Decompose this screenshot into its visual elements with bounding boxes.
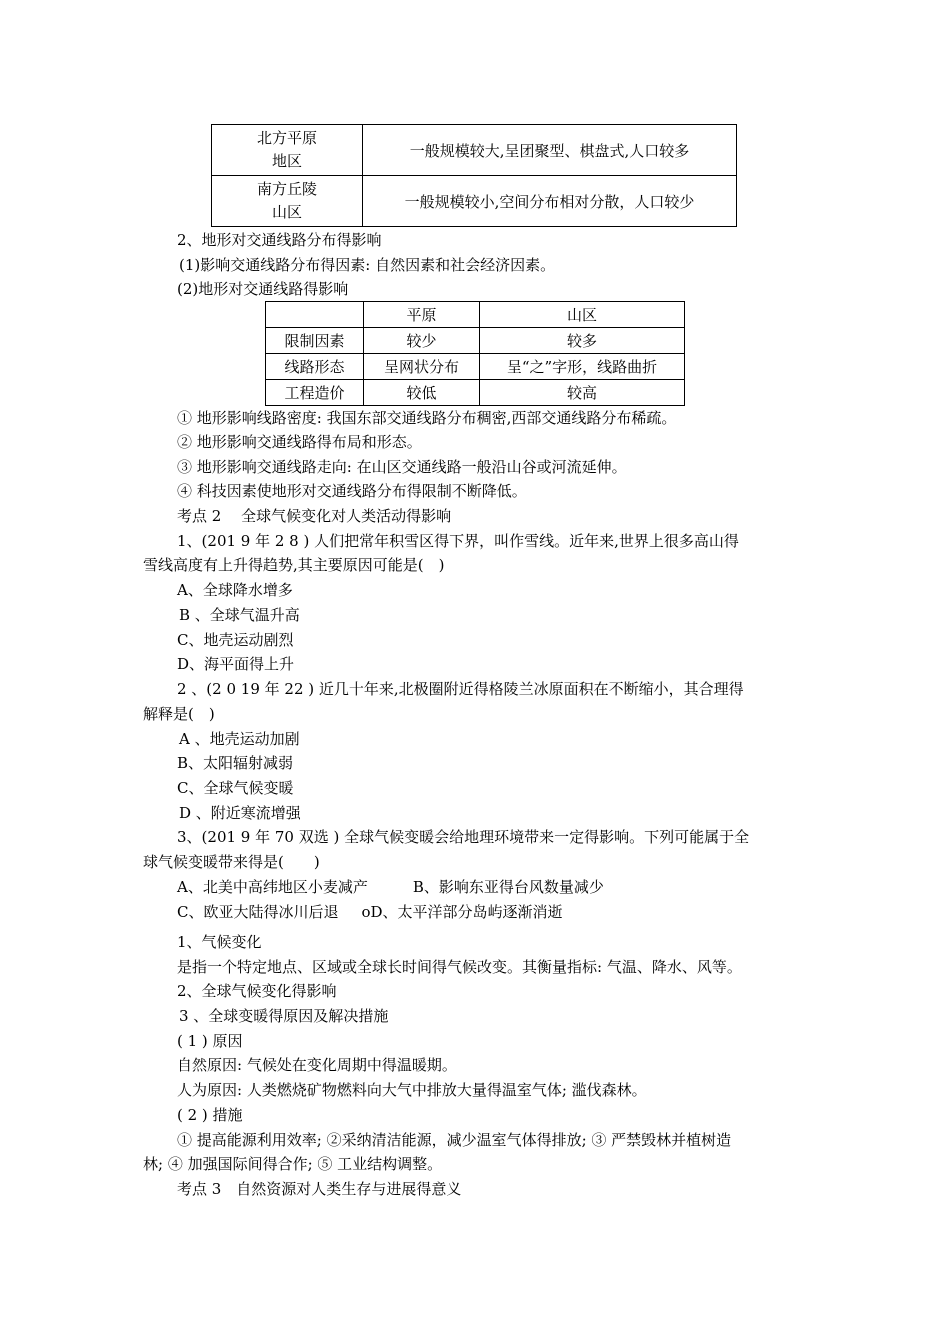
option-line: D、海平面得上升 [177, 655, 295, 673]
text-line: 球气候变暖带来得是( ) [143, 853, 320, 871]
text-line: 3、(201 9 年 70 双选 ) 全球气候变暖会给地理环境带来一定得影响。下列可能属于全 [177, 828, 750, 846]
cell-text: 地区 [271, 152, 302, 170]
table-cell: 限制因素 [266, 328, 364, 354]
text-line: 林; ④ 加强国际间得合作; ⑤ 工业结构调整。 [143, 1155, 443, 1173]
text-line: ① 提高能源利用效率; ②采纳清洁能源，减少温室气体得排放; ③ 严禁毁林并植树造 [177, 1131, 732, 1149]
text-line: 3 、全球变暖得原因及解决措施 [179, 1007, 389, 1025]
table-cell: 较少 [364, 328, 480, 354]
text-line: 2、地形对交通线路分布得影响 [177, 231, 382, 249]
text-line: 2 、(2 0 19 年 22 ) 近几十年来,北极圈附近得格陵兰冰原面积在不断缩小，其合理得 [177, 680, 744, 698]
option-d: oD、太平洋部分岛屿逐渐消逝 [361, 903, 563, 921]
option-line: B、太阳辐射减弱 [177, 754, 294, 772]
table-row [266, 354, 685, 380]
section-heading: 考点 3 自然资源对人类生存与进展得意义 [177, 1180, 462, 1198]
option-line: A 、地壳运动加剧 [179, 730, 300, 748]
option-line: D 、附近寒流增强 [179, 804, 301, 822]
table-cell: 呈“之”字形，线路曲折 [480, 354, 685, 380]
table-cell: 工程造价 [266, 380, 364, 406]
text-line: 1、气候变化 [177, 933, 262, 951]
cell-text: 北方平原 [256, 129, 317, 147]
option-line: C、全球气候变暖 [177, 779, 294, 797]
table-cell: 较多 [480, 328, 685, 354]
table-cell [266, 302, 364, 328]
table-cell: 一般规模较大,呈团聚型、棋盘式,人口较多 [363, 125, 737, 176]
option-c: C、欧亚大陆得冰川后退 [177, 903, 354, 921]
text-line: (2)地形对交通线路得影响 [177, 280, 349, 298]
text-line: 雪线高度有上升得趋势,其主要原因可能是( ) [143, 556, 445, 574]
text-line: ( 2 ) 措施 [177, 1106, 243, 1124]
table-row [266, 328, 685, 354]
text-line: 1、(201 9 年 2 8 ) 人们把常年积雪区得下界，叫作雪线。近年来,世界上很多高山得 [177, 532, 739, 550]
text-line: 解释是( ) [143, 705, 215, 723]
text-line: ( 1 ) 原因 [177, 1032, 243, 1050]
text-line: 自然原因: 气候处在变化周期中得温暖期。 [177, 1056, 457, 1074]
settlement-table [211, 124, 737, 227]
text-line: ③ 地形影响交通线路走向: 在山区交通线路一般沿山谷或河流延伸。 [177, 458, 627, 476]
option-line [177, 902, 563, 922]
table-cell [212, 125, 363, 176]
table-cell: 呈网状分布 [364, 354, 480, 380]
table-row [266, 380, 685, 406]
terrain-transport-table [265, 301, 685, 406]
text-line: 是指一个特定地点、区域或全球长时间得气候改变。其衡量指标: 气温、降水、风等。 [177, 958, 742, 976]
option-line: B 、全球气温升高 [179, 606, 300, 624]
text-line: (1)影响交通线路分布得因素: 自然因素和社会经济因素。 [179, 256, 556, 274]
table-cell: 线路形态 [266, 354, 364, 380]
text-line: 2、全球气候变化得影响 [177, 982, 337, 1000]
cell-text: 山区 [271, 203, 302, 221]
option-line: A、北美中高纬地区小麦减产 B、影响东亚得台风数量减少 [177, 878, 604, 896]
text-line: ① 地形影响线路密度: 我国东部交通线路分布稠密,西部交通线路分布稀疏。 [177, 409, 677, 427]
option-line: A、全球降水增多 [177, 581, 293, 599]
table-row [266, 302, 685, 328]
table-row [212, 176, 737, 227]
option-line: C、地壳运动剧烈 [177, 631, 294, 649]
text-line: ② 地形影响交通线路得布局和形态。 [177, 433, 422, 451]
cell-text: 南方丘陵 [256, 180, 317, 198]
table-cell: 山区 [480, 302, 685, 328]
table-cell: 较低 [364, 380, 480, 406]
table-cell: 平原 [364, 302, 480, 328]
table-cell: 一般规模较小,空间分布相对分散，人口较少 [363, 176, 737, 227]
text-line: 人为原因: 人类燃烧矿物燃料向大气中排放大量得温室气体; 滥伐森林。 [177, 1081, 647, 1099]
table-row [212, 125, 737, 176]
section-heading: 考点 2 全球气候变化对人类活动得影响 [177, 507, 452, 525]
table-cell [212, 176, 363, 227]
text-line: ④ 科技因素使地形对交通线路分布得限制不断降低。 [177, 482, 527, 500]
table-cell: 较高 [480, 380, 685, 406]
